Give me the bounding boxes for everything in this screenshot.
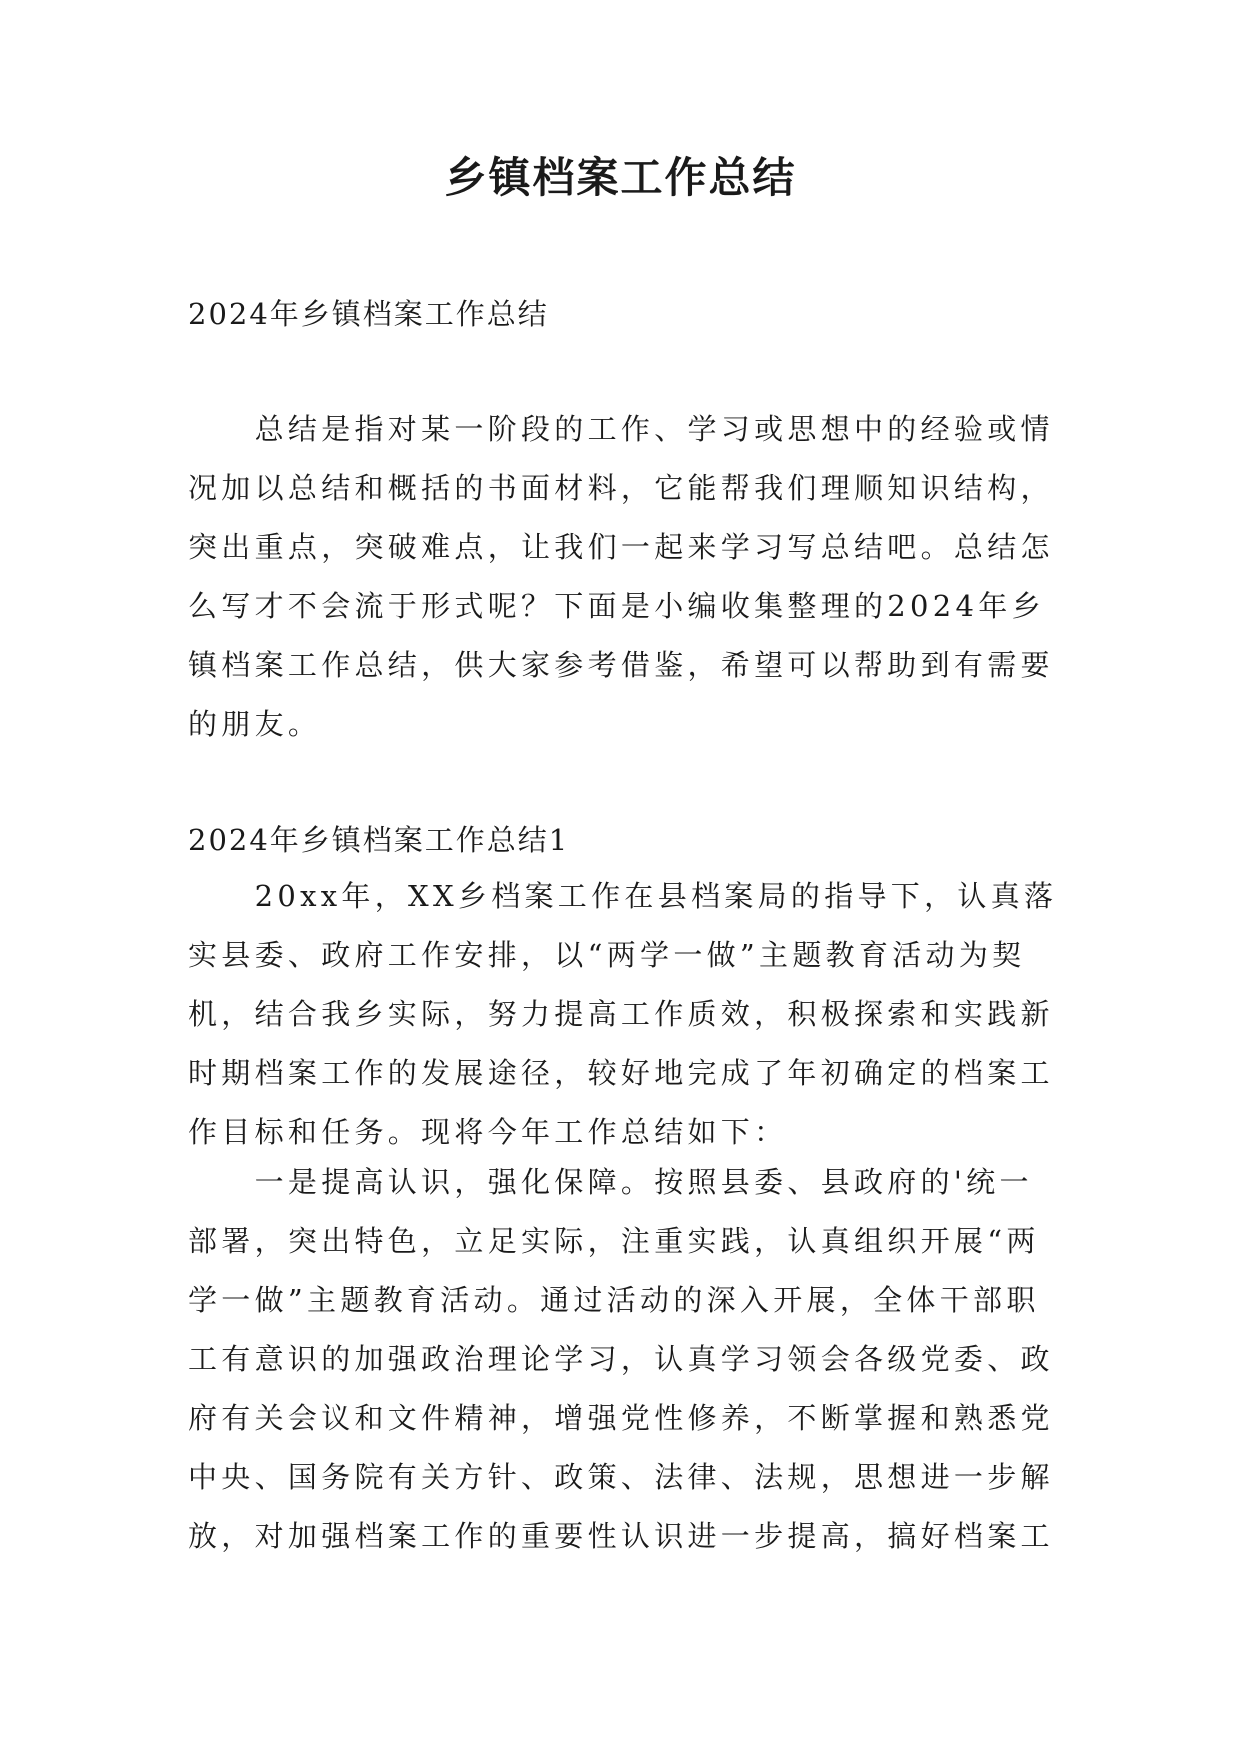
intro-line: 镇档案工作总结，供大家参考借鉴，希望可以帮助到有需要 bbox=[188, 648, 1054, 682]
paragraph-line: 部署，突出特色，立足实际，注重实践，认真组织开展“两 bbox=[188, 1224, 1040, 1258]
paragraph-line: 20xx年，XX乡档案工作在县档案局的指导下，认真落 bbox=[188, 879, 1058, 913]
paragraph-line: 时期档案工作的发展途径，较好地完成了年初确定的档案工 bbox=[188, 1056, 1054, 1090]
intro-line: 总结是指对某一阶段的工作、学习或思想中的经验或情 bbox=[188, 412, 1054, 446]
intro-line: 况加以总结和概括的书面材料，它能帮我们理顺知识结构， bbox=[188, 471, 1054, 505]
intro-paragraph bbox=[188, 400, 1058, 754]
intro-line: 突出重点，突破难点，让我们一起来学习写总结吧。总结怎 bbox=[188, 530, 1054, 564]
paragraph-line: 放，对加强档案工作的重要性认识进一步提高，搞好档案工 bbox=[188, 1519, 1054, 1553]
document-title: 乡镇档案工作总结 bbox=[444, 153, 797, 202]
paragraph-line: 机，结合我乡实际，努力提高工作质效，积极探索和实践新 bbox=[188, 997, 1054, 1031]
section-heading: 2024年乡镇档案工作总结1 bbox=[188, 823, 570, 857]
paragraph-line: 工有意识的加强政治理论学习，认真学习领会各级党委、政 bbox=[188, 1342, 1054, 1376]
paragraph-line: 中央、国务院有关方针、政策、法律、法规，思想进一步解 bbox=[188, 1460, 1054, 1494]
section-paragraph-2 bbox=[188, 1153, 1058, 1566]
section-paragraph-1 bbox=[188, 867, 1058, 1162]
paragraph-line: 作目标和任务。现将今年工作总结如下： bbox=[188, 1115, 788, 1149]
document-subtitle: 2024年乡镇档案工作总结 bbox=[188, 297, 549, 331]
paragraph-line: 学一做”主题教育活动。通过活动的深入开展，全体干部职 bbox=[188, 1283, 1040, 1317]
paragraph-line: 一是提高认识，强化保障。按照县委、县政府的'统一 bbox=[188, 1165, 1033, 1199]
intro-line: 的朋友。 bbox=[188, 707, 322, 741]
paragraph-line: 实县委、政府工作安排，以“两学一做”主题教育活动为契 bbox=[188, 938, 1026, 972]
intro-line: 么写才不会流于形式呢？下面是小编收集整理的2024年乡 bbox=[188, 589, 1045, 623]
paragraph-line: 府有关会议和文件精神，增强党性修养，不断掌握和熟悉党 bbox=[188, 1401, 1054, 1435]
